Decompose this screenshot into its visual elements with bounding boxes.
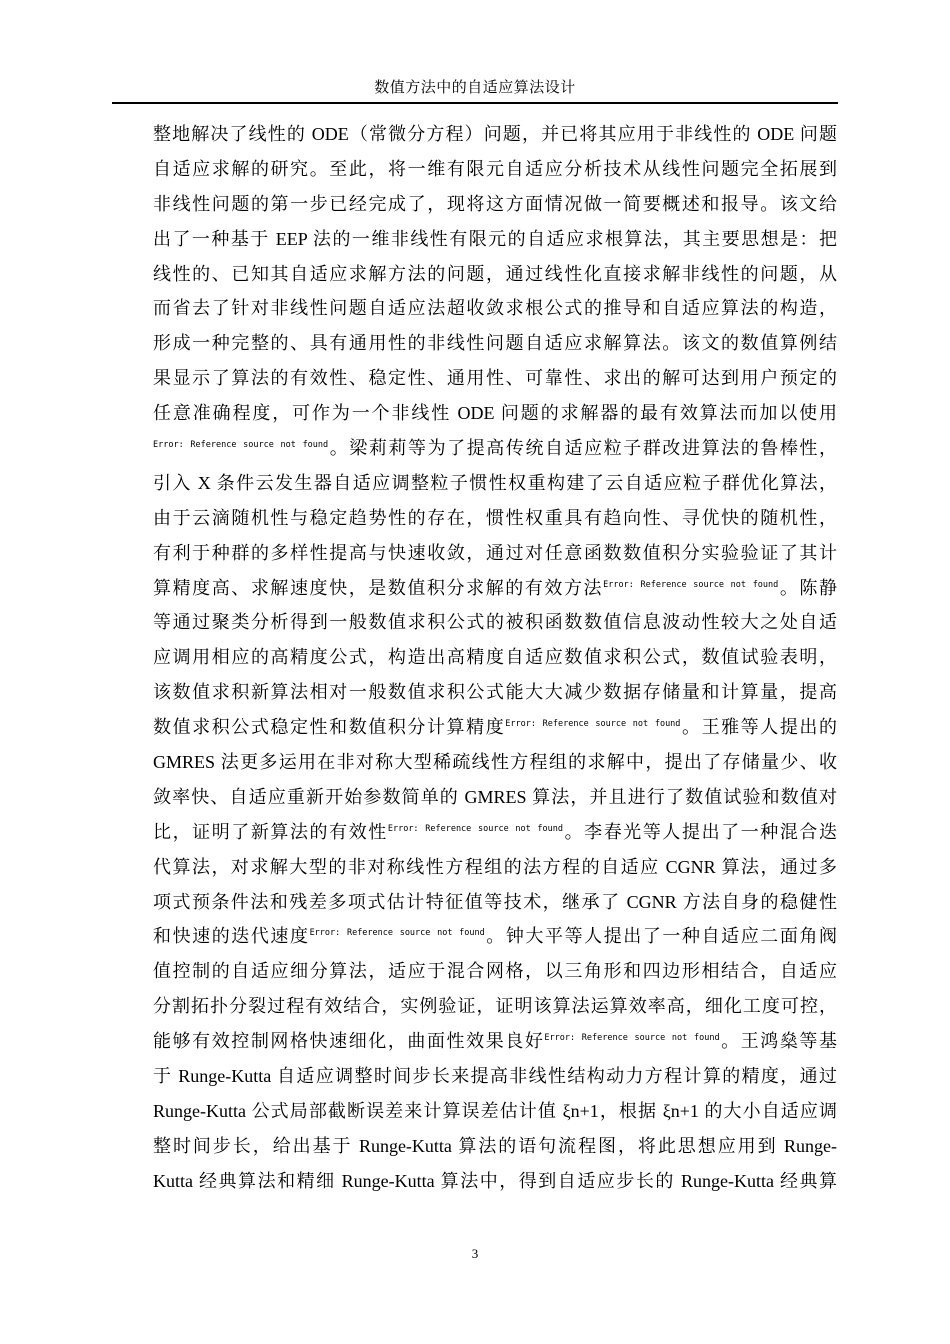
text-line: 应调用相应的高精度公式，构造出高精度自适应数值求积公式，数值试验表明， <box>153 647 837 668</box>
text-line: 形成一种完整的、具有通用性的非线性问题自适应求解算法。该文的数值算例结 <box>153 333 837 354</box>
reference-error-note: Error: Reference source not found <box>387 823 564 834</box>
text-line: 等通过聚类分析得到一般数值求积公式的被积函数数值信息波动性较大之处自适 <box>153 612 837 633</box>
text-line: 任意准确程度，可作为一个非线性 ODE 问题的求解器的最有效算法而加以使用 <box>153 403 837 424</box>
text-segment: 。陈静 <box>778 577 838 598</box>
text-segment: 。王鸿燊等基 <box>719 1031 837 1052</box>
text-line <box>153 571 837 606</box>
text-line: 而省去了针对非线性问题自适应法超收敛求根公式的推导和自适应算法的构造， <box>153 298 837 319</box>
text-line: 整时间步长，给出基于 Runge-Kutta 算法的语句流程图，将此思想应用到 Runge- <box>153 1135 837 1156</box>
text-segment: 数值求积公式稳定性和数值积分计算精度 <box>153 717 506 738</box>
reference-error-note: Error: Reference source not found <box>603 579 779 590</box>
text-line: 分割拓扑分裂过程有效结合，实例验证，证明该算法运算效率高，细化工度可控， <box>153 996 837 1017</box>
text-segment: 。王雅等人提出的 <box>680 717 837 738</box>
text-line <box>153 710 837 745</box>
reference-error-note: Error: Reference source not found <box>544 1033 720 1044</box>
text-segment: 。梁莉莉等为了提高传统自适应粒子群改进算法的鲁棒性， <box>328 438 837 459</box>
reference-error-note: Error: Reference source not found <box>505 719 681 730</box>
text-line: 值控制的自适应细分算法，适应于混合网格，以三角形和四边形相结合，自适应 <box>153 961 837 982</box>
text-line: 线性的、已知其自适应求解方法的问题，通过线性化直接求解非线性的问题，从 <box>153 263 837 284</box>
text-line: 有利于种群的多样性提高与快速收敛，通过对任意函数数值积分实验验证了其计 <box>153 542 837 563</box>
body-text <box>153 117 837 1199</box>
text-line: 该数值求积新算法相对一般数值求积公式能大大减少数据存储量和计算量，提高 <box>153 682 837 703</box>
text-line: 代算法，对求解大型的非对称线性方程组的法方程的自适应 CGNR 算法，通过多 <box>153 856 837 877</box>
text-line: Runge-Kutta 公式局部截断误差来计算误差估计值 ξn+1，根据 ξn+1 的大小自适应调 <box>153 1100 837 1121</box>
page-header-title: 数值方法中的自适应算法设计 <box>374 80 576 96</box>
text-segment: 和快速的迭代速度 <box>153 926 310 947</box>
text-line <box>153 919 837 954</box>
text-segment: 能够有效控制网格快速细化，曲面性效果良好 <box>153 1031 545 1052</box>
text-line <box>153 815 837 850</box>
text-line: 果显示了算法的有效性、稳定性、通用性、可靠性、求出的解可达到用户预定的 <box>153 368 837 389</box>
text-line: Kutta 经典算法和精细 Runge-Kutta 算法中，得到自适应步长的 Runge-Kutta 经典算 <box>153 1170 837 1191</box>
reference-error-note: Error: Reference source not found <box>153 440 329 451</box>
text-line: 引入 X 条件云发生器自适应调整粒子惯性权重构建了云自适应粒子群优化算法， <box>153 472 837 493</box>
text-line: GMRES 法更多运用在非对称大型稀疏线性方程组的求解中，提出了存储量少、收 <box>153 752 837 773</box>
text-segment: 算精度高、求解速度快，是数值积分求解的有效方法 <box>153 577 604 598</box>
text-segment: 。钟大平等人提出了一种自适应二面角阀 <box>484 926 837 947</box>
text-line: 出了一种基于 EEP 法的一维非线性有限元的自适应求根算法，其主要思想是：把 <box>153 228 837 249</box>
text-line: 整地解决了线性的 ODE（常微分方程）问题，并已将其应用于非线性的 ODE 问题 <box>153 124 837 144</box>
header-rule <box>112 102 838 104</box>
text-segment: 。李春光等人提出了一种混合迭 <box>563 821 837 842</box>
text-line <box>153 1024 837 1059</box>
page-number: 3 <box>471 1246 479 1261</box>
reference-error-note: Error: Reference source not found <box>309 928 485 939</box>
text-line: 于 Runge-Kutta 自适应调整时间步长来提高非线性结构动力方程计算的精度，通过 <box>153 1066 837 1087</box>
text-line: 非线性问题的第一步已经完成了，现将这方面情况做一简要概述和报导。该文给 <box>153 193 837 214</box>
text-line: 项式预条件法和残差多项式估计特征值等技术，继承了 CGNR 方法自身的稳健性 <box>153 891 837 912</box>
text-line: 由于云滴随机性与稳定趋势性的存在，惯性权重具有趋向性、寻优快的随机性， <box>153 507 837 528</box>
text-line: 自适应求解的研究。至此，将一维有限元自适应分析技术从线性问题完全拓展到 <box>153 158 837 179</box>
text-line <box>153 431 837 466</box>
text-segment: 比，证明了新算法的有效性 <box>153 821 388 842</box>
text-line: 敛率快、自适应重新开始参数简单的 GMRES 算法，并且进行了数值试验和数值对 <box>153 786 837 807</box>
